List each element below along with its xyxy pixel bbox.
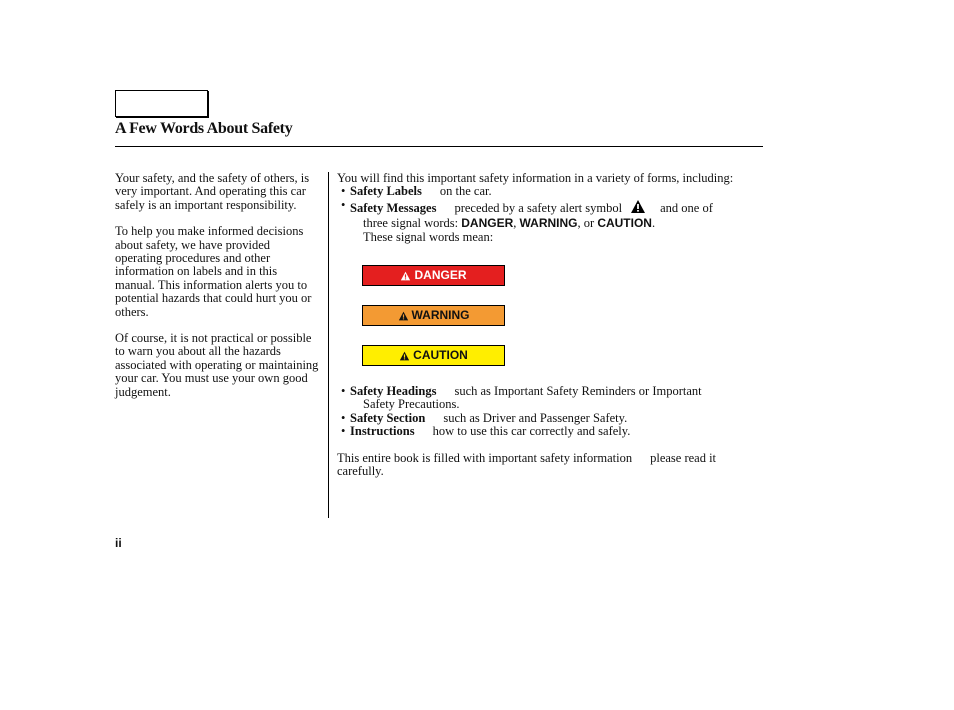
- term-desc: on the car.: [439, 184, 492, 199]
- term-label: Safety Headings: [350, 384, 437, 398]
- list-item-safety-section: [337, 412, 757, 425]
- list-item-safety-labels: [337, 185, 757, 198]
- list-item-instructions: [337, 425, 757, 438]
- signal-word-caution: CAUTION: [597, 216, 652, 231]
- separator: , or: [577, 216, 595, 231]
- danger-label-text: DANGER: [414, 267, 467, 282]
- term-desc: how to use this car correctly and safely.: [432, 424, 631, 439]
- term-desc: such as Driver and Passenger Safety.: [443, 410, 628, 425]
- term-desc: and one of: [660, 200, 713, 215]
- right-column-lower: [337, 385, 757, 478]
- warning-label: [362, 305, 505, 326]
- list-item-safety-headings: [337, 385, 757, 398]
- page-number: ii: [115, 536, 122, 550]
- page-title: A Few Words About Safety: [115, 120, 293, 137]
- paragraph: Your safety, and the safety of others, is very important. And operating this car safely is an important responsibility.: [115, 171, 310, 212]
- safety-alert-icon: [630, 199, 646, 217]
- bullet: •: [341, 197, 346, 212]
- paragraph: Of course, it is not practical or possible to warn you about all the hazards associated with operating or maintaining your car. You must use your own good judgement.: [115, 331, 319, 399]
- period: .: [651, 216, 656, 231]
- right-column: [337, 172, 757, 244]
- paragraph: To help you make informed decisions about safety, we have provided operating procedures and other information on labels and in this manual. This information alerts you to potential hazards that could hurt you or others.: [115, 224, 312, 319]
- signal-word-warning: WARNING: [519, 216, 578, 231]
- term-label: Instructions: [350, 424, 415, 439]
- separator: ,: [513, 216, 517, 231]
- bullet: •: [341, 184, 346, 199]
- section-tab-box: [115, 90, 208, 117]
- signal-words-meaning: These signal words mean:: [363, 229, 494, 244]
- bullet: •: [341, 410, 346, 425]
- closing-text-continued: please read it carefully.: [337, 450, 717, 479]
- signal-words-line: [337, 217, 757, 230]
- term-label: Safety Labels: [350, 184, 422, 199]
- caution-label-text: CAUTION: [413, 347, 468, 362]
- alert-icon: [398, 311, 409, 321]
- danger-label: [362, 265, 505, 286]
- list-item-safety-messages: [337, 199, 757, 217]
- bullet: •: [341, 384, 346, 398]
- term-label: Safety Section: [350, 410, 426, 425]
- warning-label-text: WARNING: [411, 307, 470, 322]
- term-desc: preceded by a safety alert symbol: [454, 200, 623, 215]
- term-label: Safety Messages: [350, 200, 437, 215]
- alert-icon: [399, 351, 410, 361]
- intro-text: You will find this important safety information in a variety of forms, including:: [337, 171, 734, 185]
- left-column: [115, 172, 320, 412]
- signal-words-prefix: three signal words:: [363, 216, 459, 231]
- term-desc: such as Important Safety Reminders or Important: [454, 384, 702, 398]
- caution-label: [362, 345, 505, 366]
- closing-text: This entire book is filled with important safety information: [337, 450, 633, 465]
- title-rule: [115, 146, 763, 147]
- bullet: •: [341, 424, 346, 439]
- signal-word-danger: DANGER: [461, 216, 514, 231]
- closing-paragraph: [337, 452, 757, 479]
- term-desc-continued: Safety Precautions.: [363, 397, 460, 412]
- column-divider: [328, 172, 329, 518]
- alert-icon: [400, 271, 411, 281]
